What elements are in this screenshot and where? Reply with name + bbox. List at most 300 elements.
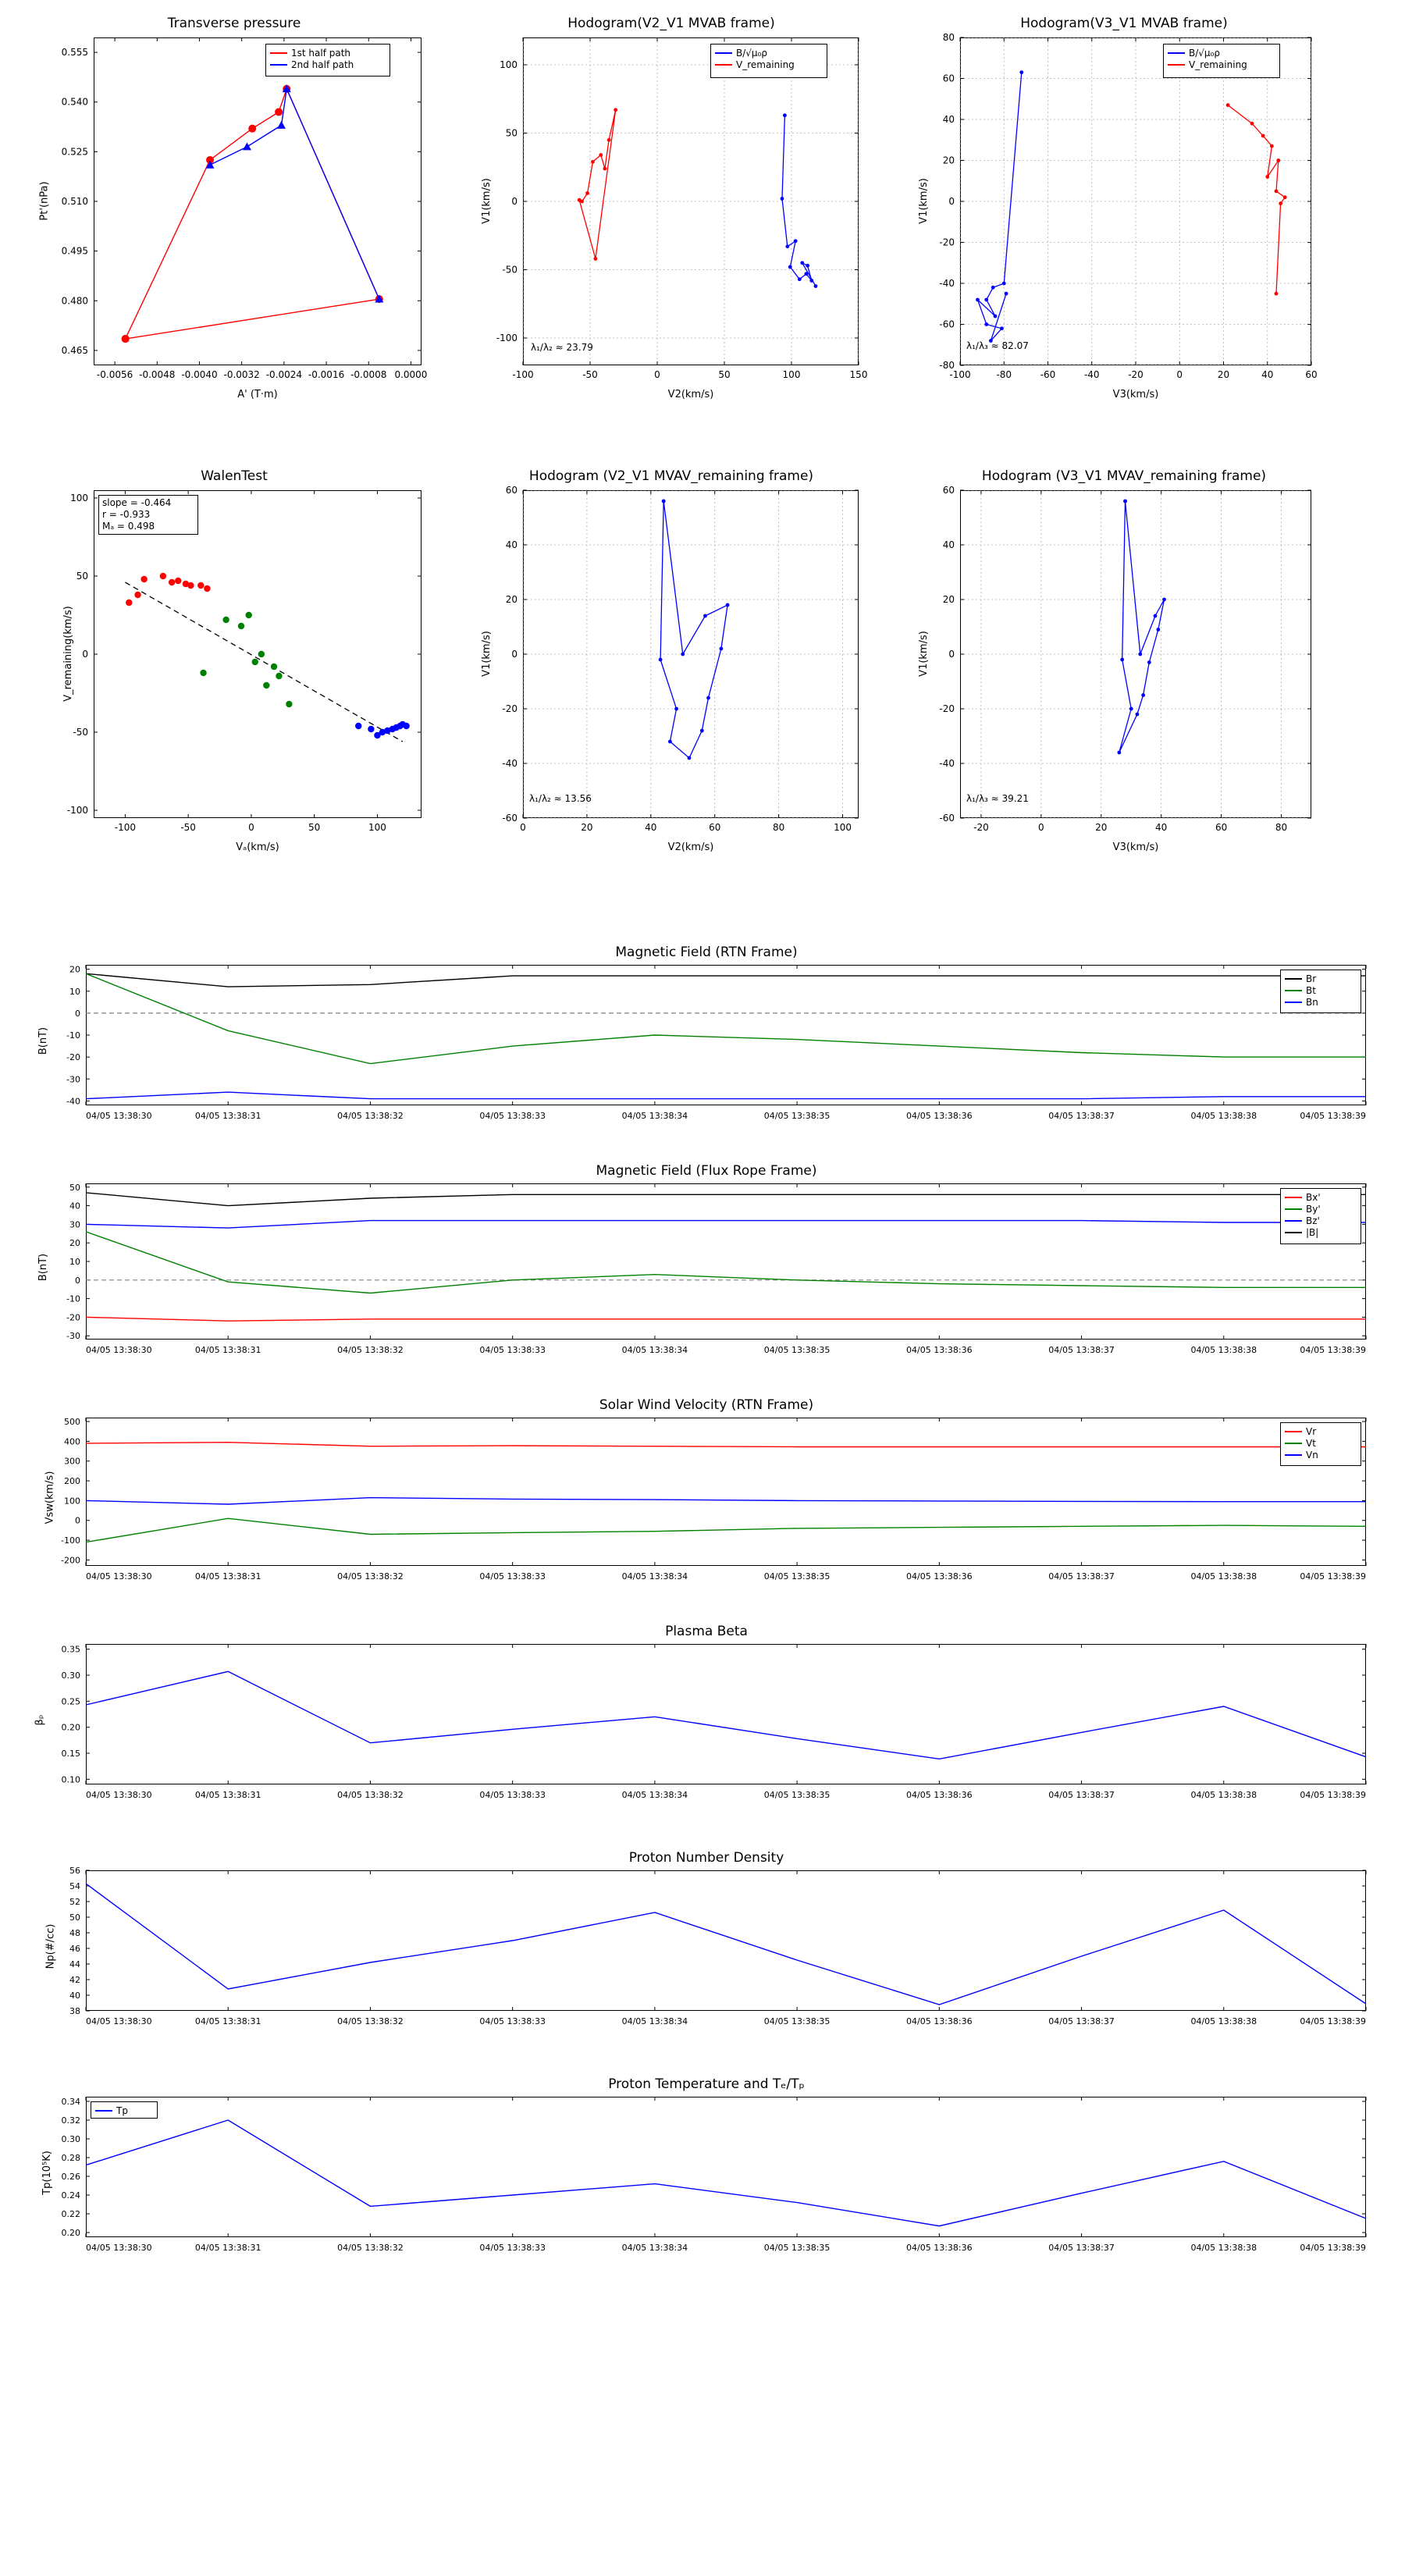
svg-text:0.525: 0.525 xyxy=(61,146,88,158)
legend-entry xyxy=(1168,59,1275,70)
svg-text:04/05 13:38:35: 04/05 13:38:35 xyxy=(763,1571,831,1582)
panel-transverse-pressure xyxy=(31,16,437,422)
svg-text:0: 0 xyxy=(511,196,518,207)
svg-text:04/05 13:38:38: 04/05 13:38:38 xyxy=(1190,2243,1257,2253)
svg-text:04/05 13:38:34: 04/05 13:38:34 xyxy=(621,2243,688,2253)
svg-text:-0.0024: -0.0024 xyxy=(265,369,303,380)
svg-text:04/05 13:38:33: 04/05 13:38:33 xyxy=(479,1571,546,1582)
y-axis-label: V1(km/s) xyxy=(480,178,493,224)
svg-text:04/05 13:38:31: 04/05 13:38:31 xyxy=(194,2243,261,2253)
svg-text:-30: -30 xyxy=(66,1331,80,1342)
svg-text:04/05 13:38:39: 04/05 13:38:39 xyxy=(1300,1790,1366,1800)
legend-label: |B| xyxy=(1306,1226,1319,1238)
legend-swatch-blue xyxy=(95,2110,112,2112)
svg-text:100: 100 xyxy=(500,59,518,70)
svg-text:04/05 13:38:39: 04/05 13:38:39 xyxy=(1300,1111,1366,1121)
legend-swatch-blue xyxy=(1285,1002,1302,1003)
panel-title: Solar Wind Velocity (RTN Frame) xyxy=(599,1397,814,1413)
x-axis-label: A' (T·m) xyxy=(237,389,278,400)
svg-text:40: 40 xyxy=(69,1991,80,2001)
svg-text:60: 60 xyxy=(709,822,721,833)
svg-text:0.24: 0.24 xyxy=(61,2190,80,2201)
y-axis-label: Vsw(km/s) xyxy=(44,1471,56,1525)
y-axis-label: V1(km/s) xyxy=(480,631,493,677)
svg-text:-60: -60 xyxy=(502,813,518,824)
svg-text:-20: -20 xyxy=(939,703,955,714)
legend-label: By' xyxy=(1306,1203,1321,1215)
svg-text:-0.0048: -0.0048 xyxy=(139,369,176,380)
svg-text:04/05 13:38:33: 04/05 13:38:33 xyxy=(479,2243,546,2253)
walen-stats-box xyxy=(98,495,198,535)
svg-text:04/05 13:38:37: 04/05 13:38:37 xyxy=(1048,2016,1115,2026)
svg-text:04/05 13:38:38: 04/05 13:38:38 xyxy=(1190,1790,1257,1800)
svg-text:-50: -50 xyxy=(180,822,196,833)
legend-entry xyxy=(1285,1437,1357,1449)
svg-text:04/05 13:38:33: 04/05 13:38:33 xyxy=(479,1111,546,1121)
legend-swatch-red xyxy=(1285,1431,1302,1432)
svg-text:48: 48 xyxy=(69,1928,80,1938)
svg-text:-60: -60 xyxy=(939,318,955,330)
legend-label: Vt xyxy=(1306,1437,1316,1449)
svg-text:-200: -200 xyxy=(61,1555,80,1566)
svg-text:50: 50 xyxy=(69,1912,80,1923)
svg-text:-100: -100 xyxy=(949,369,971,380)
legend-entry xyxy=(1285,996,1357,1008)
svg-text:04/05 13:38:39: 04/05 13:38:39 xyxy=(1300,2243,1366,2253)
y-axis-label: V_remaining(km/s) xyxy=(62,606,74,702)
legend-label: Vr xyxy=(1306,1425,1317,1437)
svg-text:0.20: 0.20 xyxy=(61,1722,80,1733)
svg-text:04/05 13:38:39: 04/05 13:38:39 xyxy=(1300,2016,1366,2026)
panel-vsw-rtn xyxy=(31,1397,1382,1608)
svg-text:04/05 13:38:36: 04/05 13:38:36 xyxy=(906,1571,973,1582)
legend-swatch-red xyxy=(1285,1197,1302,1198)
svg-text:10: 10 xyxy=(69,986,80,997)
svg-text:04/05 13:38:36: 04/05 13:38:36 xyxy=(906,1111,973,1121)
svg-text:-100: -100 xyxy=(66,805,88,816)
svg-text:40: 40 xyxy=(942,539,955,550)
svg-text:80: 80 xyxy=(942,32,955,43)
panel-title: Proton Temperature and Tₑ/Tₚ xyxy=(608,2076,805,2092)
svg-text:100: 100 xyxy=(64,1496,80,1507)
eigenvalue-ratio-annotation: λ₁/λ₃ ≈ 39.21 xyxy=(966,793,1029,804)
svg-text:40: 40 xyxy=(942,114,955,125)
svg-text:0.25: 0.25 xyxy=(61,1696,80,1707)
plot-svg xyxy=(905,468,1343,874)
svg-text:0.28: 0.28 xyxy=(61,2153,80,2163)
legend-swatch-green xyxy=(1285,1208,1302,1210)
plot-svg xyxy=(31,468,437,874)
legend-swatch-blue xyxy=(1168,52,1185,54)
svg-text:0.32: 0.32 xyxy=(61,2115,80,2126)
legend-label: Bn xyxy=(1306,996,1318,1008)
eigenvalue-ratio-annotation: λ₁/λ₂ ≈ 23.79 xyxy=(531,342,593,353)
svg-text:40: 40 xyxy=(1155,822,1168,833)
svg-text:44: 44 xyxy=(69,1959,80,1969)
x-axis-label: V3(km/s) xyxy=(1112,841,1159,853)
svg-text:-40: -40 xyxy=(66,1096,80,1107)
y-axis-label: βₚ xyxy=(34,1714,46,1726)
svg-text:04/05 13:38:35: 04/05 13:38:35 xyxy=(763,1345,831,1355)
svg-text:20: 20 xyxy=(942,155,955,166)
svg-text:0: 0 xyxy=(948,196,955,207)
svg-text:50: 50 xyxy=(76,571,88,582)
legend-swatch-blue xyxy=(1285,1220,1302,1222)
legend xyxy=(1280,1188,1361,1244)
svg-text:-20: -20 xyxy=(502,703,518,714)
legend-entry xyxy=(1285,1203,1357,1215)
svg-text:04/05 13:38:30: 04/05 13:38:30 xyxy=(86,1790,152,1800)
svg-text:04/05 13:38:38: 04/05 13:38:38 xyxy=(1190,1345,1257,1355)
svg-text:38: 38 xyxy=(69,2006,80,2016)
svg-text:300: 300 xyxy=(64,1456,80,1467)
panel-title: Hodogram (V3_V1 MVAV_remaining frame) xyxy=(981,468,1267,484)
plot-svg xyxy=(31,1624,1382,1827)
panel-b-fluxrope xyxy=(31,1163,1382,1382)
panel-title: Plasma Beta xyxy=(665,1624,748,1639)
svg-text:04/05 13:38:33: 04/05 13:38:33 xyxy=(479,1345,546,1355)
svg-text:0: 0 xyxy=(1176,369,1183,380)
svg-text:04/05 13:38:36: 04/05 13:38:36 xyxy=(906,2016,973,2026)
panel-proton-density xyxy=(31,1850,1382,2053)
plot-svg xyxy=(31,16,437,422)
svg-text:04/05 13:38:37: 04/05 13:38:37 xyxy=(1048,1571,1115,1582)
svg-text:-80: -80 xyxy=(939,360,955,371)
legend-label: Tp xyxy=(116,2105,128,2116)
svg-text:-20: -20 xyxy=(66,1312,80,1323)
svg-text:04/05 13:38:31: 04/05 13:38:31 xyxy=(194,1345,261,1355)
legend xyxy=(1280,1422,1361,1466)
x-axis-label: V2(km/s) xyxy=(667,841,714,853)
svg-text:0.35: 0.35 xyxy=(61,1644,80,1655)
legend-swatch-blue xyxy=(1285,1454,1302,1456)
legend-label: Vn xyxy=(1306,1449,1318,1461)
panel-title: Proton Number Density xyxy=(628,1850,784,1866)
svg-text:04/05 13:38:39: 04/05 13:38:39 xyxy=(1300,1345,1366,1355)
svg-text:50: 50 xyxy=(308,822,321,833)
panel-title: Magnetic Field (Flux Rope Frame) xyxy=(596,1163,817,1179)
x-axis-label: V3(km/s) xyxy=(1112,389,1159,400)
y-axis-label: B(nT) xyxy=(37,1253,50,1282)
legend-label: B/√μ₀ρ xyxy=(736,47,767,59)
panel-title: Magnetic Field (RTN Frame) xyxy=(615,945,798,960)
svg-text:04/05 13:38:36: 04/05 13:38:36 xyxy=(906,1790,973,1800)
svg-text:100: 100 xyxy=(782,369,801,380)
svg-text:60: 60 xyxy=(1215,822,1228,833)
legend-label: V_remaining xyxy=(736,59,795,70)
svg-text:04/05 13:38:30: 04/05 13:38:30 xyxy=(86,2016,152,2026)
legend-label: Bx' xyxy=(1306,1191,1321,1203)
legend-entry xyxy=(95,2105,153,2116)
walen-r: r = -0.933 xyxy=(102,509,151,520)
svg-text:-40: -40 xyxy=(502,758,518,769)
svg-text:04/05 13:38:35: 04/05 13:38:35 xyxy=(763,2243,831,2253)
svg-text:-100: -100 xyxy=(61,1535,80,1546)
plot-svg xyxy=(31,2076,1382,2287)
svg-text:04/05 13:38:38: 04/05 13:38:38 xyxy=(1190,1571,1257,1582)
panel-title: WalenTest xyxy=(201,468,268,484)
legend-label: V_remaining xyxy=(1189,59,1247,70)
panel-hodogram-v3v1-mvab xyxy=(905,16,1343,422)
svg-text:40: 40 xyxy=(69,1201,80,1212)
svg-text:04/05 13:38:30: 04/05 13:38:30 xyxy=(86,1345,152,1355)
svg-text:-10: -10 xyxy=(66,1293,80,1304)
svg-text:20: 20 xyxy=(581,822,593,833)
panel-b-rtn xyxy=(31,945,1382,1147)
svg-text:04/05 13:38:35: 04/05 13:38:35 xyxy=(763,1111,831,1121)
svg-text:54: 54 xyxy=(69,1881,80,1891)
svg-text:04/05 13:38:36: 04/05 13:38:36 xyxy=(906,2243,973,2253)
svg-text:20: 20 xyxy=(1095,822,1108,833)
svg-text:04/05 13:38:34: 04/05 13:38:34 xyxy=(621,1790,688,1800)
svg-text:0.10: 0.10 xyxy=(61,1774,80,1785)
legend xyxy=(710,44,827,78)
legend xyxy=(265,44,390,76)
svg-text:60: 60 xyxy=(505,485,518,496)
legend-swatch-red xyxy=(715,64,732,66)
svg-text:04/05 13:38:33: 04/05 13:38:33 xyxy=(479,2016,546,2026)
svg-text:-0.0016: -0.0016 xyxy=(308,369,345,380)
legend-swatch-red xyxy=(1168,64,1185,66)
svg-text:-20: -20 xyxy=(1128,369,1144,380)
svg-text:500: 500 xyxy=(64,1417,80,1428)
svg-text:56: 56 xyxy=(69,1866,80,1876)
y-axis-label: V1(km/s) xyxy=(917,178,930,224)
plot-svg xyxy=(31,1163,1382,1382)
legend-entry xyxy=(1285,1191,1357,1203)
svg-text:04/05 13:38:34: 04/05 13:38:34 xyxy=(621,1111,688,1121)
svg-text:0.510: 0.510 xyxy=(61,196,88,207)
svg-text:04/05 13:38:30: 04/05 13:38:30 xyxy=(86,1111,152,1121)
svg-text:0.22: 0.22 xyxy=(61,2209,80,2219)
y-axis-label: B(nT) xyxy=(37,1026,50,1055)
svg-text:04/05 13:38:34: 04/05 13:38:34 xyxy=(621,1345,688,1355)
svg-text:-50: -50 xyxy=(502,264,518,276)
y-axis-label: Np(#/cc) xyxy=(44,1923,57,1969)
svg-text:40: 40 xyxy=(1261,369,1274,380)
legend-entry xyxy=(1285,973,1357,984)
panel-title: Transverse pressure xyxy=(167,16,301,31)
svg-text:0: 0 xyxy=(948,649,955,660)
eigenvalue-ratio-annotation: λ₁/λ₂ ≈ 13.56 xyxy=(529,793,592,804)
legend-entry xyxy=(715,47,823,59)
svg-text:-0.0032: -0.0032 xyxy=(223,369,260,380)
svg-text:0: 0 xyxy=(82,649,88,660)
svg-text:-100: -100 xyxy=(114,822,137,833)
svg-text:0: 0 xyxy=(654,369,660,380)
svg-text:0.555: 0.555 xyxy=(61,47,88,59)
svg-text:04/05 13:38:31: 04/05 13:38:31 xyxy=(194,2016,261,2026)
svg-text:-60: -60 xyxy=(1040,369,1056,380)
legend-swatch-black xyxy=(1285,978,1302,980)
svg-text:50: 50 xyxy=(69,1182,80,1193)
svg-text:-30: -30 xyxy=(66,1074,80,1085)
panel-hodogram-v2v1-mvab xyxy=(468,16,874,422)
svg-text:-50: -50 xyxy=(582,369,598,380)
legend-label: Bz' xyxy=(1306,1215,1320,1226)
walen-slope: slope = -0.464 xyxy=(102,497,172,508)
y-axis-label: V1(km/s) xyxy=(917,631,930,677)
svg-text:0.34: 0.34 xyxy=(61,2097,80,2107)
svg-text:-0.0040: -0.0040 xyxy=(181,369,218,380)
svg-text:100: 100 xyxy=(368,822,386,833)
legend-swatch-blue xyxy=(715,52,732,54)
svg-text:0.495: 0.495 xyxy=(61,245,88,257)
legend-swatch-green xyxy=(1285,1443,1302,1444)
svg-text:20: 20 xyxy=(505,594,518,605)
svg-text:-10: -10 xyxy=(66,1030,80,1041)
svg-text:-20: -20 xyxy=(939,237,955,248)
legend-entry xyxy=(270,47,386,59)
svg-text:04/05 13:38:31: 04/05 13:38:31 xyxy=(194,1111,261,1121)
svg-text:46: 46 xyxy=(69,1944,80,1954)
svg-text:0: 0 xyxy=(75,1275,80,1286)
svg-text:100: 100 xyxy=(834,822,852,833)
legend-entry xyxy=(1168,47,1275,59)
legend-swatch-red xyxy=(270,52,287,54)
legend-swatch-green xyxy=(1285,990,1302,991)
panel-hodogram-v3v1-mvav xyxy=(905,468,1343,874)
walen-ma: Mₐ = 0.498 xyxy=(102,521,155,532)
svg-text:0.30: 0.30 xyxy=(61,1670,80,1681)
svg-text:100: 100 xyxy=(70,493,88,503)
legend-entry xyxy=(1285,1226,1357,1238)
svg-text:04/05 13:38:35: 04/05 13:38:35 xyxy=(763,2016,831,2026)
svg-text:-0.0056: -0.0056 xyxy=(96,369,133,380)
svg-text:20: 20 xyxy=(69,964,80,975)
svg-text:-100: -100 xyxy=(512,369,534,380)
svg-text:60: 60 xyxy=(1305,369,1318,380)
svg-text:200: 200 xyxy=(64,1476,80,1487)
legend-entry xyxy=(1285,1215,1357,1226)
svg-text:04/05 13:38:34: 04/05 13:38:34 xyxy=(621,2016,688,2026)
y-axis-label: Pt'(nPa) xyxy=(38,181,51,221)
panel-title: Hodogram(V2_V1 MVAB frame) xyxy=(567,16,775,31)
svg-text:52: 52 xyxy=(69,1897,80,1907)
svg-text:04/05 13:38:39: 04/05 13:38:39 xyxy=(1300,1571,1366,1582)
svg-text:40: 40 xyxy=(645,822,657,833)
svg-text:150: 150 xyxy=(849,369,868,380)
plot-svg xyxy=(31,945,1382,1147)
svg-text:04/05 13:38:37: 04/05 13:38:37 xyxy=(1048,1111,1115,1121)
svg-text:40: 40 xyxy=(505,539,518,550)
svg-text:20: 20 xyxy=(942,594,955,605)
panel-title: Hodogram(V3_V1 MVAB frame) xyxy=(1020,16,1228,31)
svg-text:80: 80 xyxy=(772,822,785,833)
svg-text:0: 0 xyxy=(511,649,518,660)
svg-text:0.15: 0.15 xyxy=(61,1749,80,1759)
svg-text:0.30: 0.30 xyxy=(61,2134,80,2144)
svg-text:04/05 13:38:32: 04/05 13:38:32 xyxy=(337,2016,404,2026)
svg-text:0.465: 0.465 xyxy=(61,344,88,356)
svg-text:04/05 13:38:38: 04/05 13:38:38 xyxy=(1190,2016,1257,2026)
legend-label: B/√μ₀ρ xyxy=(1189,47,1220,59)
legend-swatch-black xyxy=(1285,1232,1302,1233)
svg-text:0.26: 0.26 xyxy=(61,2172,80,2182)
svg-text:-60: -60 xyxy=(939,813,955,824)
svg-text:60: 60 xyxy=(942,485,955,496)
svg-text:20: 20 xyxy=(1217,369,1230,380)
svg-text:04/05 13:38:37: 04/05 13:38:37 xyxy=(1048,1790,1115,1800)
legend-label: 2nd half path xyxy=(291,59,354,70)
svg-text:04/05 13:38:30: 04/05 13:38:30 xyxy=(86,2243,152,2253)
svg-text:80: 80 xyxy=(1275,822,1288,833)
svg-text:04/05 13:38:31: 04/05 13:38:31 xyxy=(194,1790,261,1800)
svg-text:-40: -40 xyxy=(1083,369,1100,380)
svg-text:04/05 13:38:33: 04/05 13:38:33 xyxy=(479,1790,546,1800)
svg-text:04/05 13:38:36: 04/05 13:38:36 xyxy=(906,1345,973,1355)
legend-swatch-blue xyxy=(270,64,287,66)
legend-label: 1st half path xyxy=(291,47,351,59)
svg-text:-20: -20 xyxy=(66,1052,80,1063)
svg-text:0: 0 xyxy=(75,1008,80,1019)
svg-text:-80: -80 xyxy=(996,369,1012,380)
svg-text:04/05 13:38:32: 04/05 13:38:32 xyxy=(337,1345,404,1355)
svg-text:0: 0 xyxy=(520,822,526,833)
legend xyxy=(91,2101,158,2119)
x-axis-label: Vₐ(km/s) xyxy=(236,841,279,853)
panel-hodogram-v2v1-mvav xyxy=(468,468,874,874)
svg-text:50: 50 xyxy=(505,127,518,139)
svg-text:10: 10 xyxy=(69,1257,80,1267)
svg-text:04/05 13:38:32: 04/05 13:38:32 xyxy=(337,2243,404,2253)
legend-entry xyxy=(1285,1425,1357,1437)
svg-text:-20: -20 xyxy=(973,822,989,833)
legend-label: Bt xyxy=(1306,984,1316,996)
svg-text:04/05 13:38:31: 04/05 13:38:31 xyxy=(194,1571,261,1582)
svg-text:-100: -100 xyxy=(496,333,518,343)
panel-walen-test xyxy=(31,468,437,874)
svg-text:04/05 13:38:35: 04/05 13:38:35 xyxy=(763,1790,831,1800)
panel-plasma-beta xyxy=(31,1624,1382,1827)
plot-svg xyxy=(31,1397,1382,1608)
svg-text:60: 60 xyxy=(942,73,955,84)
eigenvalue-ratio-annotation: λ₁/λ₃ ≈ 82.07 xyxy=(966,340,1029,351)
svg-text:-0.0008: -0.0008 xyxy=(350,369,387,380)
legend xyxy=(1163,44,1280,78)
svg-text:-50: -50 xyxy=(73,727,88,738)
svg-text:-40: -40 xyxy=(939,278,955,289)
svg-text:0.0000: 0.0000 xyxy=(394,369,428,380)
svg-text:20: 20 xyxy=(69,1238,80,1249)
y-axis-label: Tp(10⁵K) xyxy=(41,2151,53,2195)
svg-text:42: 42 xyxy=(69,1975,80,1985)
svg-text:0.540: 0.540 xyxy=(61,96,88,108)
legend-entry xyxy=(1285,1449,1357,1461)
panel-title: Hodogram (V2_V1 MVAV_remaining frame) xyxy=(528,468,814,484)
svg-text:0: 0 xyxy=(1038,822,1044,833)
svg-text:400: 400 xyxy=(64,1436,80,1447)
panel-proton-temperature xyxy=(31,2076,1382,2287)
legend xyxy=(1280,970,1361,1013)
svg-text:30: 30 xyxy=(69,1219,80,1230)
svg-text:0.20: 0.20 xyxy=(61,2228,80,2238)
plot-svg xyxy=(468,468,874,874)
plot-svg xyxy=(31,1850,1382,2053)
svg-text:04/05 13:38:34: 04/05 13:38:34 xyxy=(621,1571,688,1582)
svg-text:0.480: 0.480 xyxy=(61,295,88,307)
svg-text:04/05 13:38:37: 04/05 13:38:37 xyxy=(1048,1345,1115,1355)
svg-text:04/05 13:38:32: 04/05 13:38:32 xyxy=(337,1790,404,1800)
svg-text:-40: -40 xyxy=(939,758,955,769)
svg-text:50: 50 xyxy=(718,369,731,380)
svg-text:04/05 13:38:30: 04/05 13:38:30 xyxy=(86,1571,152,1582)
legend-entry xyxy=(270,59,386,70)
svg-text:04/05 13:38:38: 04/05 13:38:38 xyxy=(1190,1111,1257,1121)
legend-entry xyxy=(1285,984,1357,996)
x-axis-label: V2(km/s) xyxy=(667,389,714,400)
legend-entry xyxy=(715,59,823,70)
